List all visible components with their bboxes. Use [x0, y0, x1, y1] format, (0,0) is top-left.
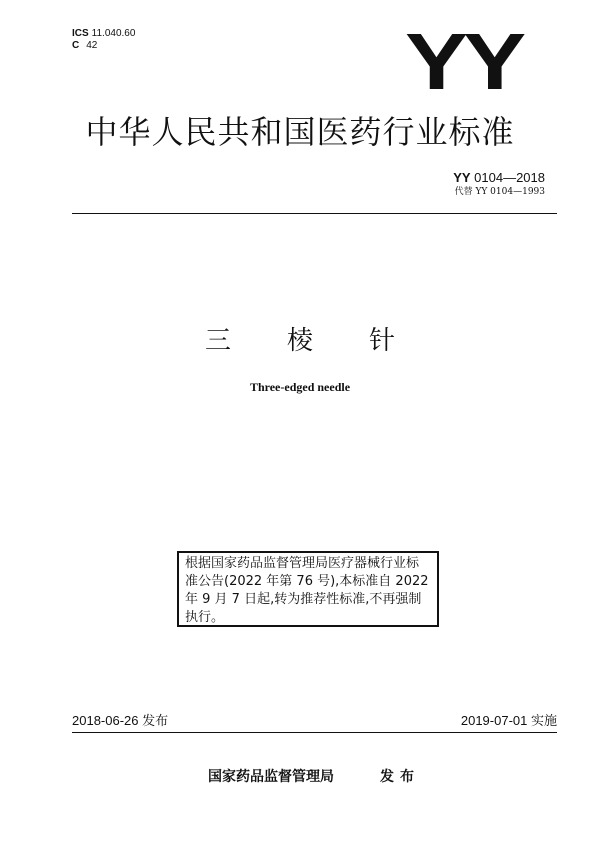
title-char-2: 棱 — [286, 326, 313, 356]
issuing-authority: 国家药品监督管理局 — [208, 769, 334, 785]
notice-box: 根据国家药品监督管理局医疗器械行业标准公告(2022 年第 76 号),本标准自 2022 年 9 月 7 日起,转为推荐性标准,不再强制执行。 — [177, 551, 439, 627]
standard-number — [453, 170, 545, 186]
effective-date — [461, 713, 557, 730]
bottom-rule — [72, 732, 557, 733]
publish-date-value: 2018-06-26 — [72, 713, 139, 728]
standard-prefix: YY — [453, 170, 471, 185]
ics-code — [72, 28, 135, 40]
issue-label: 发布 — [380, 769, 420, 785]
standard-type-title: 中华人民共和国医药行业标准 — [85, 113, 515, 151]
ics-number: 11.040.60 — [91, 28, 136, 39]
top-rule — [72, 213, 557, 214]
title-char-1: 三 — [204, 326, 231, 356]
document-title-cn — [0, 325, 600, 357]
publish-label: 发布 — [142, 714, 169, 729]
publish-date — [72, 713, 168, 730]
document-title-en: Three-edged needle — [249, 380, 351, 394]
ccs-code — [72, 40, 97, 52]
standard-number-value: 0104—2018 — [474, 170, 545, 185]
yy-logo: YY — [405, 17, 522, 106]
ics-label: ICS — [72, 28, 89, 39]
effective-label: 实施 — [530, 714, 557, 729]
ccs-label: C — [72, 40, 80, 51]
title-char-3: 针 — [369, 326, 396, 356]
ccs-number: 42 — [86, 40, 98, 51]
effective-date-value: 2019-07-01 — [460, 713, 528, 728]
replaces-note: 代替 YY 0104—1993 — [454, 187, 545, 197]
